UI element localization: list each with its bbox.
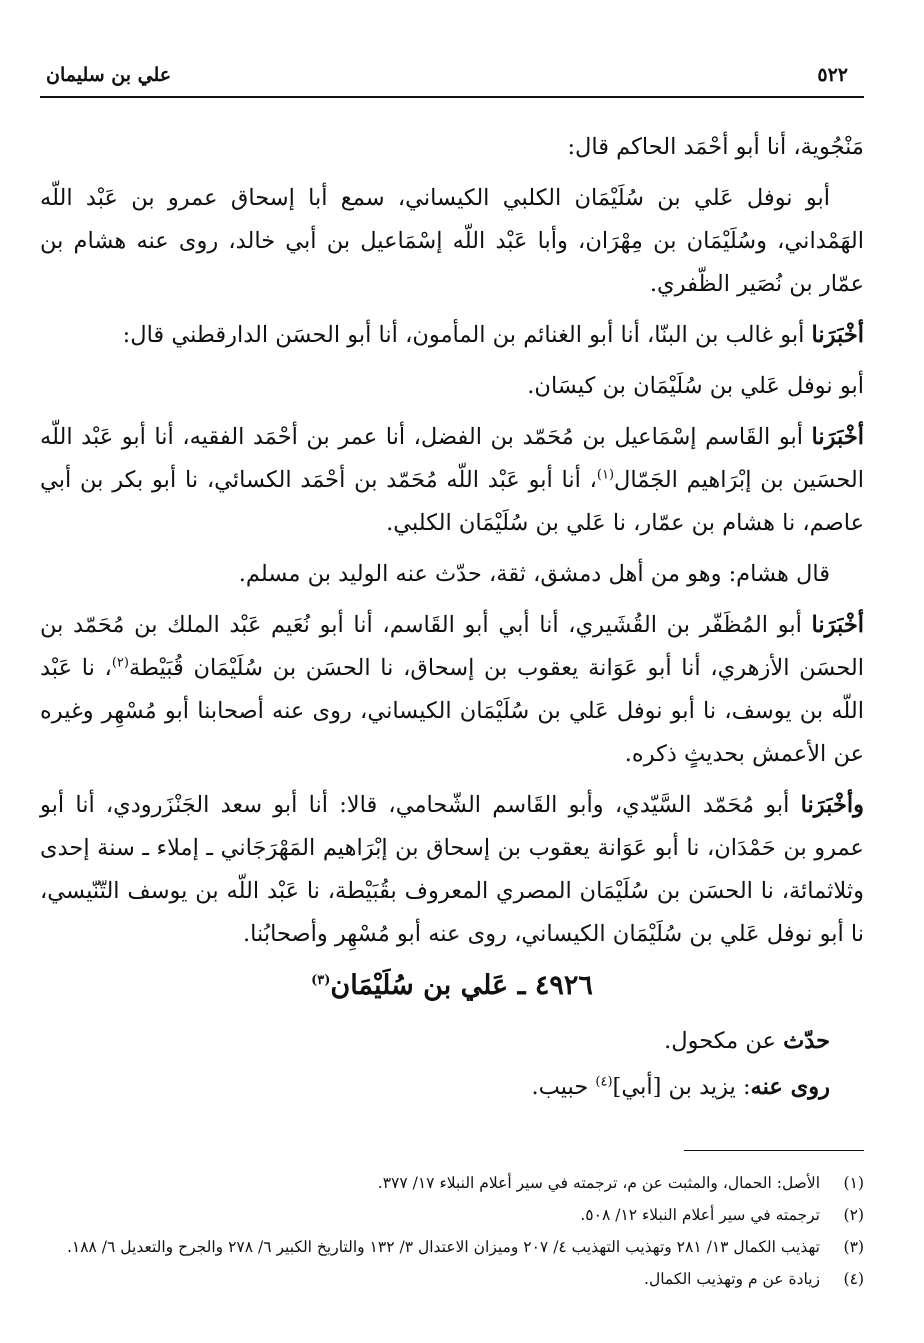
entry-line-2 — [40, 1064, 864, 1110]
footnote-text: ترجمته في سير أعلام النبلاء ١٢/ ٥٠٨. — [580, 1206, 820, 1224]
paragraph-5 — [40, 416, 864, 545]
paragraph-text: قال هشام: وهو من أهل دمشق، ثقة، حدّث عنه الوليد بن مسلم. — [238, 561, 830, 587]
footnote-number: (٣) — [843, 1238, 864, 1256]
paragraph-text: أبو غالب بن البنّا، أنا أبو الغنائم بن المأمون، أنا أبو الحسَن الدارقطني قال: — [122, 322, 812, 348]
paragraph-text: أبو نوفل عَلي بن سُلَيْمَان بن كيسَان. — [527, 373, 864, 399]
running-title: علي بن سليمان — [46, 64, 172, 86]
footnote-number: (٤) — [843, 1270, 864, 1288]
footnote-ref-2[interactable]: (٢) — [111, 655, 129, 671]
keyword-rawa-anhu: روى عنه — [750, 1074, 830, 1100]
keyword-akhbarana: أخْبَرَنا — [811, 612, 864, 638]
footnote-ref-1[interactable]: (١) — [596, 467, 615, 483]
paragraph-4 — [40, 365, 864, 408]
paragraph-6 — [40, 553, 864, 596]
footnote-text: تهذيب الكمال ١٣/ ٢٨١ وتهذيب التهذيب ٤/ ٢٠٧ وميزان الاعتدال ٣/ ١٣٢ والتاريخ الكبير ٦/ ٢٧٨ والجرح والتعديل ٦/ ١٨٨. — [66, 1238, 820, 1256]
running-head — [40, 56, 864, 98]
keyword-haddatha: حدّث — [783, 1028, 830, 1054]
footnote-3 — [40, 1233, 864, 1261]
paragraph-text-cont: ، أنا أبو عَبْد اللّه مُحَمّد بن أحْمَد الكسائي، نا أبو بكر بن أبي عاصم، نا هشام بن عمّار، نا عَلي بن سُلَيْمَان الكلبي. — [40, 467, 864, 536]
paragraph-8 — [40, 784, 864, 956]
entry-line-text-cont: حبيب. — [531, 1074, 596, 1100]
footnote-2 — [40, 1201, 864, 1229]
entry-heading — [40, 966, 864, 1006]
paragraph-1 — [40, 126, 864, 169]
paragraph-text: أبو نوفل عَلي بن سُلَيْمَان الكلبي الكيساني، سمع أبا إسحاق عمرو بن عَبْد اللّه الهَمْداني، وسُلَيْمَان بن مِهْرَان، وأبا عَبْد اللّه إسْمَاعيل بن أبي خالد، روى عنه هشام بن عمّار بن نُصَير الظّفري. — [40, 185, 864, 297]
entry-name: عَلي بن سُلَيْمَان — [330, 970, 509, 1001]
paragraph-text: أبو القَاسم إسْمَاعيل بن مُحَمّد بن الفضل، أنا عمر بن أحْمَد الفقيه، أنا أبو عَبْد اللّه الحسَين بن إبْرَاهيم الجَمّال — [40, 424, 864, 493]
footnote-text: زيادة عن م وتهذيب الكمال. — [644, 1270, 820, 1288]
body-text — [40, 126, 864, 1110]
footnotes — [40, 1169, 864, 1293]
keyword-akhbarana: أخْبَرَنا — [811, 424, 864, 450]
entry-line-text: : يزيد بن [أبي] — [612, 1074, 751, 1100]
paragraph-3 — [40, 314, 864, 357]
footnote-number: (١) — [843, 1174, 864, 1192]
entry-line-1 — [40, 1018, 864, 1064]
keyword-akhbarana: أخْبَرَنا — [811, 322, 864, 348]
footnote-ref-3[interactable]: (٣) — [311, 973, 331, 988]
paragraph-text: مَنْجُوية، أنا أبو أحْمَد الحاكم قال: — [567, 134, 864, 160]
paragraph-7 — [40, 604, 864, 776]
footnote-4 — [40, 1265, 864, 1293]
entry-number: ٤٩٢٦ — [534, 970, 593, 1001]
page-number: ٥٢٢ — [817, 64, 848, 86]
footnote-ref-4[interactable]: (٤) — [595, 1074, 613, 1090]
footnote-text: الأصل: الحمال، والمثبت عن م، ترجمته في سير أعلام النبلاء ١٧/ ٣٧٧. — [377, 1174, 820, 1192]
keyword-wa-akhbarana: وأخْبَرَنا — [800, 792, 864, 818]
footnote-number: (٢) — [843, 1206, 864, 1224]
footnote-divider — [684, 1150, 864, 1151]
paragraph-text-cont: ، نا عَبْد اللّه بن يوسف، نا أبو نوفل عَلي بن سُلَيْمَان الكيساني، روى عنه أصحابنا أبو مُسْهِر وغيره عن الأعمش بحديثٍ ذكره. — [40, 655, 864, 767]
entry-line-text: عن مكحول. — [664, 1028, 784, 1054]
entry-dash: ـ — [508, 970, 535, 1001]
paragraph-2 — [40, 177, 864, 306]
paragraph-text: أبو المُظَفّر بن القُشَيري، أنا أبي أبو القَاسم، أنا أبو نُعَيم عَبْد الملك بن مُحَمّد بن الحسَن الأزهري، أنا أبو عَوَانة يعقوب بن إسحاق، نا الحسَن بن سُلَيْمَان قُبَيْطة — [40, 612, 864, 681]
paragraph-text: أبو مُحَمّد السَّيّدي، وأبو القَاسم الشّحامي، قالا: أنا أبو سعد الجَنْزَرودي، أنا أبو عمرو بن حَمْدَان، نا أبو عَوَانة يعقوب بن إسحاق بن إبْرَاهيم المَهْرَجَاني ـ إملاء ـ سنة إحدى وثلاثمائة، نا الحسَن بن سُلَيْمَان المصري المعروف بقُبَيْطة، نا عَبْد اللّه بن يوسف التّنّيسي، نا أبو نوفل عَلي بن سُلَيْمَان الكيساني، روى عنه أبو مُسْهِر وأصحابُنا. — [40, 792, 864, 947]
footnote-1 — [40, 1169, 864, 1197]
